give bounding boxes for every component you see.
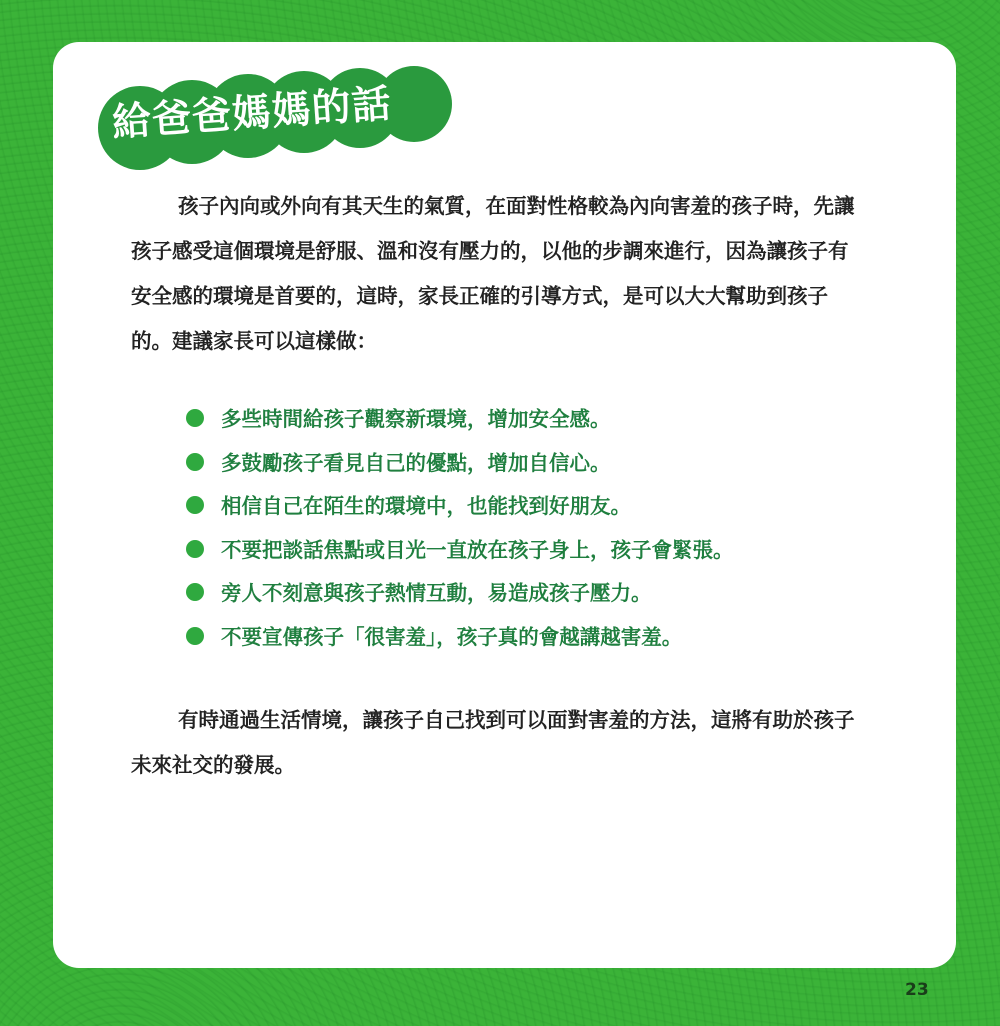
tip-text: 不要宣傳孩子「很害羞」，孩子真的會越講越害羞。 <box>221 624 683 649</box>
tip-text: 旁人不刻意與孩子熱情互動，易造成孩子壓力。 <box>221 581 652 606</box>
list-item <box>186 442 734 486</box>
bullet-dot-icon <box>186 627 204 645</box>
page-title: 給爸爸媽媽的話 <box>110 81 394 146</box>
list-item <box>186 616 734 660</box>
bullet-dot-icon <box>186 540 204 558</box>
intro-paragraph <box>131 184 861 364</box>
list-item <box>186 485 734 529</box>
intro-paragraph-text: 孩子內向或外向有其天生的氣質，在面對性格較為內向害羞的孩子時，先讓孩子感受這個環境是舒服、溫和沒有壓力的，以他的步調來進行，因為讓孩子有安全感的環境是首要的，這時，家長正確的引導方式，是可以大大幫助到孩子的。建議家長可以這樣做： <box>131 194 855 353</box>
bullet-dot-icon <box>186 496 204 514</box>
bullet-dot-icon <box>186 583 204 601</box>
closing-paragraph-text: 有時通過生活情境，讓孩子自己找到可以面對害羞的方法，這將有助於孩子未來社交的發展。 <box>131 708 855 777</box>
list-item <box>186 398 734 442</box>
tip-text: 不要把談話焦點或目光一直放在孩子身上，孩子會緊張。 <box>221 537 734 562</box>
title-badge <box>92 66 464 174</box>
list-item <box>186 529 734 573</box>
bullet-dot-icon <box>186 453 204 471</box>
tips-list <box>186 398 734 660</box>
tip-text: 相信自己在陌生的環境中，也能找到好朋友。 <box>221 494 631 519</box>
list-item <box>186 572 734 616</box>
page-number: 23 <box>905 980 929 1000</box>
bullet-dot-icon <box>186 409 204 427</box>
closing-paragraph <box>131 698 861 788</box>
tip-text: 多些時間給孩子觀察新環境，增加安全感。 <box>221 407 611 431</box>
tip-text: 多鼓勵孩子看見自己的優點，增加自信心。 <box>221 450 611 475</box>
